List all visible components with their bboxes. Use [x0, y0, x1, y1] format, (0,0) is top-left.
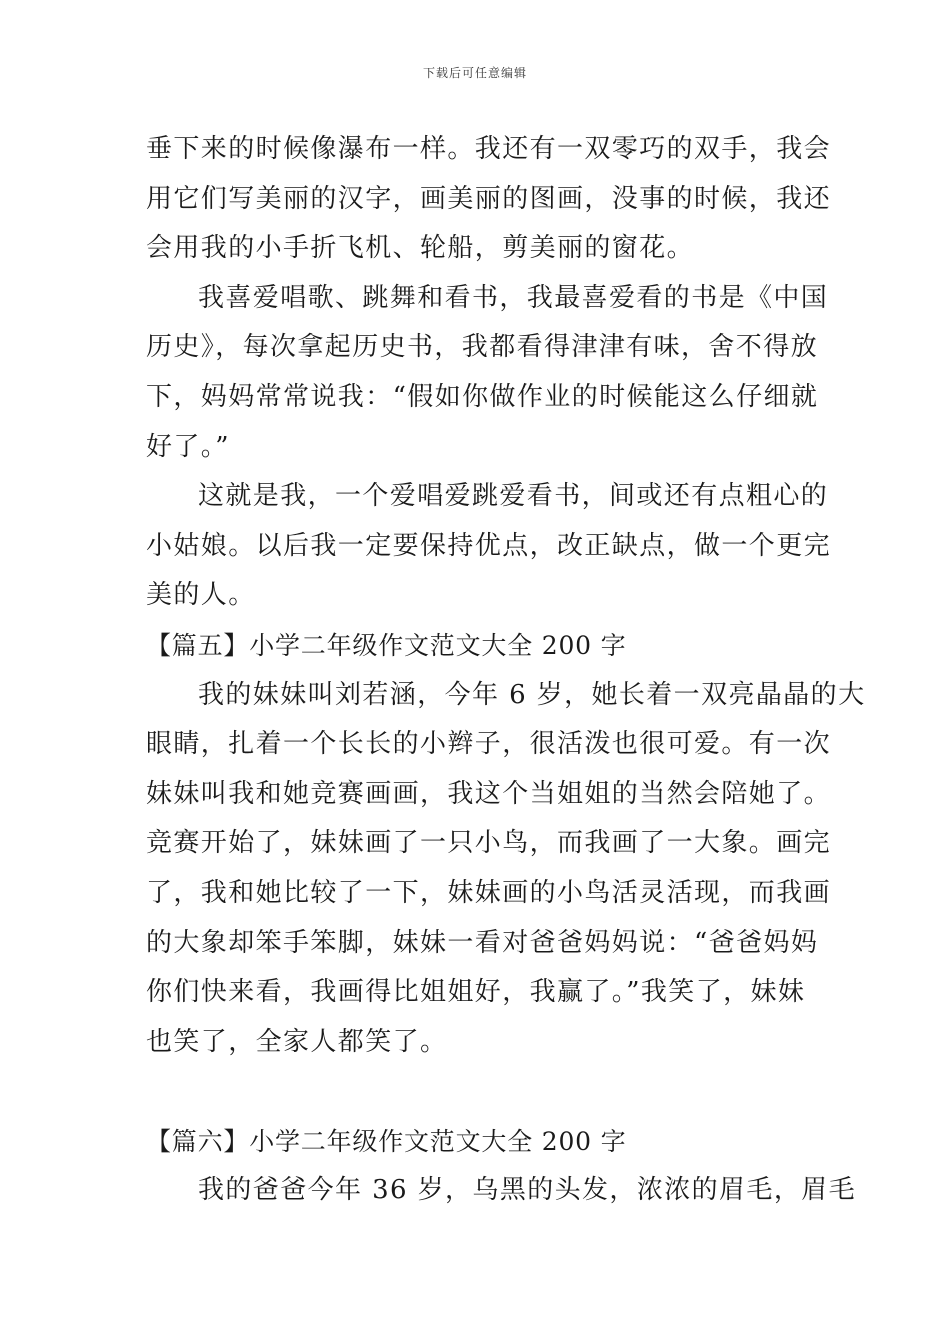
text-line: 美的人。 [146, 580, 256, 611]
section-heading-6: 【篇六】小学二年级作文范文大全 200 字 [146, 1126, 627, 1156]
text-line: 用它们写美丽的汉字，画美丽的图画，没事的时候，我还 [146, 183, 832, 214]
paragraph-start-line: 我的爸爸今年 36 岁，乌黑的头发，浓浓的眉毛，眉毛 [198, 1175, 857, 1206]
text-line: 妹妹叫我和她竞赛画画，我这个当姐姐的当然会陪她了。 [146, 778, 832, 809]
page-header: 下载后可任意编辑 [422, 66, 527, 80]
document-body [146, 125, 866, 1216]
text-line: 小姑娘。以后我一定要保持优点，改正缺点，做一个更完 [146, 530, 832, 561]
section-heading-5: 【篇五】小学二年级作文范文大全 200 字 [146, 630, 627, 660]
text-line: 眼睛，扎着一个长长的小辫子，很活泼也很可爱。有一次 [146, 729, 832, 760]
text-line: 你们快来看，我画得比姐姐好，我赢了。”我笑了，妹妹 [146, 977, 806, 1008]
text-line: 也笑了，全家人都笑了。 [146, 1026, 448, 1057]
text-line: 历史》，每次拿起历史书，我都看得津津有味，舍不得放 [146, 332, 819, 363]
paragraph-start-line: 我的妹妹叫刘若涵，今年 6 岁，她长着一双亮晶晶的大 [198, 679, 866, 710]
paragraph-start-line: 我喜爱唱歌、跳舞和看书，我最喜爱看的书是《中国 [198, 282, 829, 313]
blank-line [146, 1067, 806, 1117]
text-line: 好了。” [146, 431, 230, 462]
paragraph-start-line: 这就是我，一个爱唱爱跳爱看书，间或还有点粗心的 [198, 481, 829, 512]
text-line: 下，妈妈常常说我：“假如你做作业的时候能这么仔细就 [146, 381, 819, 412]
text-line: 了，我和她比较了一下，妹妹画的小鸟活灵活现，而我画 [146, 877, 832, 908]
text-line: 竞赛开始了，妹妹画了一只小鸟，而我画了一大象。画完 [146, 828, 832, 859]
text-line: 的大象却笨手笨脚，妹妹一看对爸爸妈妈说：“爸爸妈妈 [146, 927, 819, 958]
text-line: 垂下来的时候像瀑布一样。我还有一双零巧的双手，我会 [146, 134, 832, 164]
text-line: 会用我的小手折飞机、轮船，剪美丽的窗花。 [146, 233, 695, 264]
